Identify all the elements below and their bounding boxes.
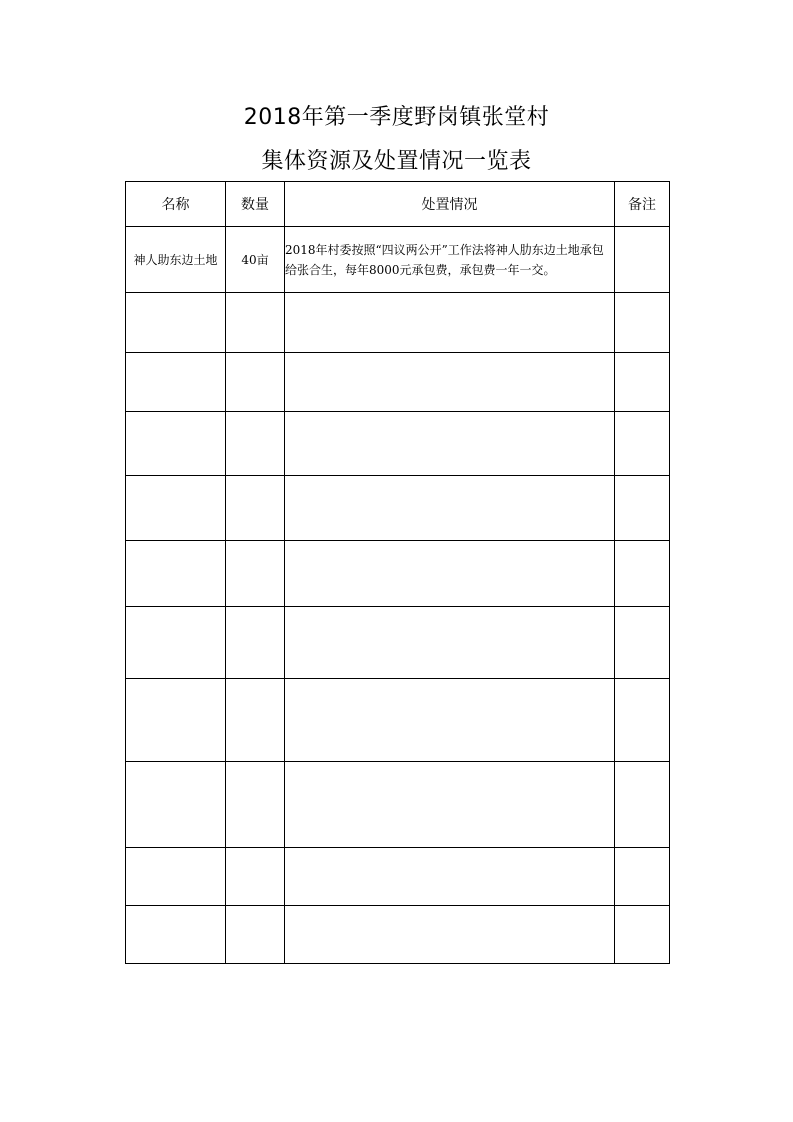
column-header-quantity: 数量 (226, 182, 285, 227)
cell-disposal (285, 541, 615, 607)
cell-disposal (285, 412, 615, 476)
cell-quantity (226, 293, 285, 353)
table-row (126, 293, 670, 353)
cell-disposal (285, 762, 615, 848)
cell-name (126, 541, 226, 607)
cell-disposal (285, 848, 615, 906)
cell-name (126, 762, 226, 848)
table-row (126, 848, 670, 906)
cell-name (126, 607, 226, 679)
cell-name (126, 848, 226, 906)
cell-disposal (285, 293, 615, 353)
cell-quantity (226, 412, 285, 476)
cell-disposal (285, 679, 615, 762)
table-row (126, 227, 670, 293)
cell-quantity (226, 353, 285, 412)
table-row (126, 412, 670, 476)
cell-quantity (226, 762, 285, 848)
column-header-disposal: 处置情况 (285, 182, 615, 227)
cell-quantity (226, 679, 285, 762)
cell-remark (615, 762, 670, 848)
cell-remark (615, 293, 670, 353)
cell-remark (615, 412, 670, 476)
cell-quantity (226, 848, 285, 906)
cell-name: 神人助东边土地 (126, 227, 226, 293)
column-header-remark: 备注 (615, 182, 670, 227)
cell-quantity: 40亩 (226, 227, 285, 293)
document-header (0, 96, 793, 184)
cell-remark (615, 353, 670, 412)
cell-name (126, 412, 226, 476)
cell-disposal (285, 353, 615, 412)
document-subtitle: 集体资源及处置情况一览表 (261, 149, 532, 174)
table-row (126, 476, 670, 541)
table-row (126, 607, 670, 679)
cell-quantity (226, 906, 285, 964)
cell-name (126, 293, 226, 353)
table-header-row (126, 182, 670, 227)
cell-disposal (285, 906, 615, 964)
cell-remark (615, 906, 670, 964)
document-title: 2018年第一季度野岗镇张堂村 (243, 105, 550, 130)
cell-remark (615, 679, 670, 762)
table-row (126, 541, 670, 607)
cell-remark (615, 607, 670, 679)
cell-remark (615, 227, 670, 293)
cell-name (126, 353, 226, 412)
table-row (126, 906, 670, 964)
cell-quantity (226, 607, 285, 679)
cell-name (126, 679, 226, 762)
cell-name (126, 906, 226, 964)
resource-disposal-table (125, 181, 670, 964)
table-row (126, 353, 670, 412)
cell-quantity (226, 541, 285, 607)
table-row (126, 762, 670, 848)
column-header-name: 名称 (126, 182, 226, 227)
cell-remark (615, 476, 670, 541)
cell-disposal: 2018年村委按照“四议两公开”工作法将神人肋东边土地承包给张合生，每年8000元承包费，承包费一年一交。 (285, 227, 615, 293)
table-row (126, 679, 670, 762)
cell-disposal (285, 476, 615, 541)
cell-remark (615, 541, 670, 607)
cell-quantity (226, 476, 285, 541)
cell-remark (615, 848, 670, 906)
cell-disposal (285, 607, 615, 679)
cell-name (126, 476, 226, 541)
